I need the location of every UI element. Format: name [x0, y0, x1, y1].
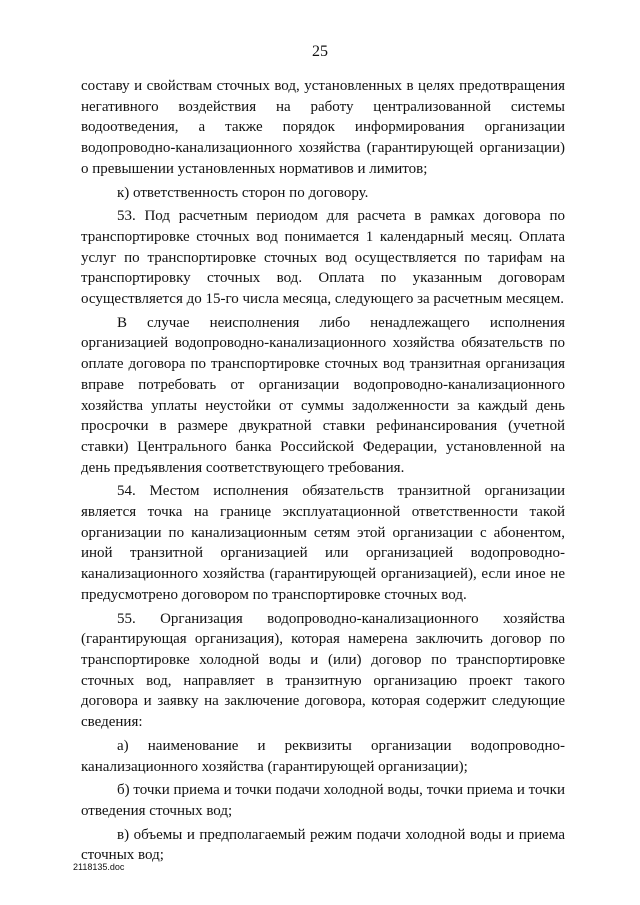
paragraph-53-penalty: В случае неисполнения либо ненадлежащего исполнения организацией водопроводно-канализационного хозяйства обязательств по оплате договора по транспортировке сточных вод транзитная организация вправе потребовать от организации водопроводно-канализационного хозяйства уплаты неустойки от суммы задолженности за каждый день просрочки в размере двукратной ставки рефинансирования (учетной ставки) Центрального банка Российской Федерации, установленной на день предъявления соответствующего требования.: [81, 314, 565, 476]
paragraph-item-b: б) точки приема и точки подачи холодной воды, точки приема и точки отведения сточных вод;: [81, 782, 565, 819]
paragraph-item-v: в) объемы и предполагаемый режим подачи холодной воды и приема сточных вод;: [81, 826, 565, 864]
paragraph-continuation: составу и свойствам сточных вод, установленных в целях предотвращения негативного воздействия на работу централизованной системы водоотведения, а также порядок информирования организации водопроводно-канализационного хозяйства (гарантирующей организации) о превышении установленных нормативов и лимитов;: [81, 78, 565, 177]
paragraph-53: 53. Под расчетным периодом для расчета в рамках договора по транспортировке сточных вод понимается 1 календарный месяц. Оплата услуг по транспортировке сточных вод осуществляется по тарифам на транспортировку сточных вод. Оплата по указанным договорам осуществляется до 15-го числа месяца, следующего за расчетным месяцем.: [81, 208, 565, 308]
page-number: 25: [312, 43, 328, 60]
document-body: [81, 76, 565, 866]
paragraph-55: 55. Организация водопроводно-канализационного хозяйства (гарантирующая организация), которая намерена заключить договор по транспортировке холодной воды и (или) договор по транспортировке сточных вод, направляет в транзитную организацию проект такого договора и заявку на заключение договора, которая содержит следующие сведения:: [81, 610, 565, 731]
footer-filename: 2118135.doc: [73, 862, 125, 872]
paragraph-item-a: а) наименование и реквизиты организации водопроводно-канализационного хозяйства (гарантирующей организации);: [81, 737, 565, 775]
paragraph-item-k: к) ответственность сторон по договору.: [117, 184, 369, 201]
paragraph-54: 54. Местом исполнения обязательств транзитной организации является точка на границе эксплуатационной ответственности такой организации по канализационным сетям этой организации с абонентом, иной транзитной организацией или организацией водопроводно-канализационного хозяйства (гарантирующей организацией), если иное не предусмотрено договором по транспортировке сточных вод.: [81, 483, 565, 603]
